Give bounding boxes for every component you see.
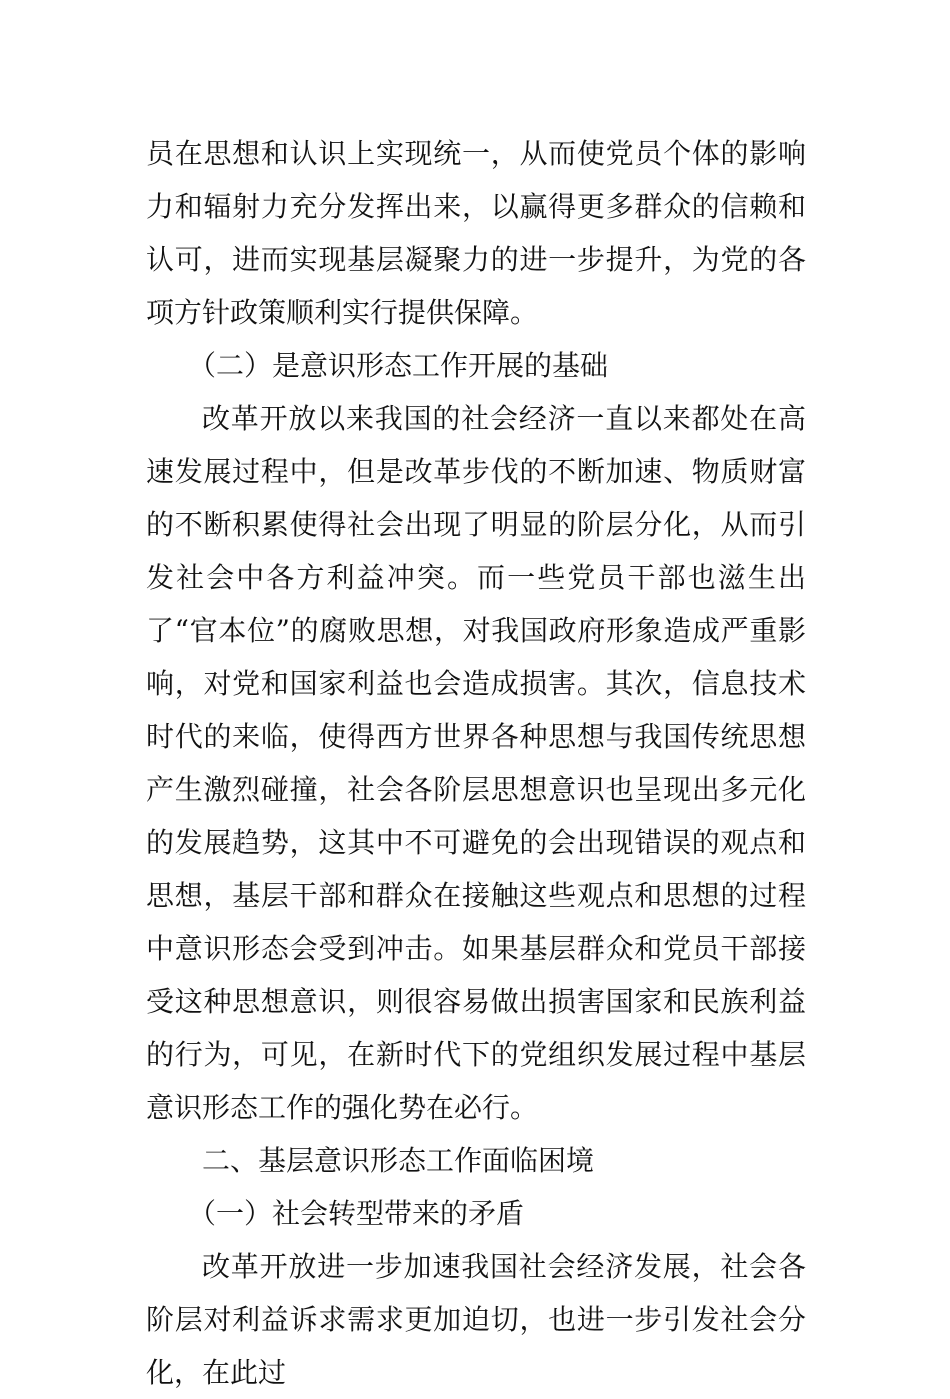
section-heading: 二、基层意识形态工作面临困境: [202, 1144, 595, 1177]
subheading-2: （二）是意识形态工作开展的基础: [188, 349, 609, 382]
paragraph-body: 改革开放以来我国的社会经济一直以来都处在高速发展过程中，但是改革步伐的不断加速、物质财富的不断积累使得社会出现了明显的阶层分化，从而引发社会中各方利益冲突。而一些党员干部也滋生出了“官本位”的腐败思想，对我国政府形象造成严重影响，对党和国家利益也会造成损害。其次，信息技术时代的来临，使得西方世界各种思想与我国传统思想产生激烈碰撞，社会各阶层思想意识也呈现出多元化的发展趋势，这其中不可避免的会出现错误的观点和思想，基层干部和群众在接触这些观点和思想的过程中意识形态会受到冲击。如果基层群众和党员干部接受这种思想意识，则很容易做出损害国家和民族利益的行为，可见，在新时代下的党组织发展过程中基层意识形态工作的强化势在必行。: [146, 402, 806, 1124]
paragraph-body-last: 改革开放进一步加速我国社会经济发展，社会各阶层对利益诉求需求更加迫切，也进一步引发社会分化，在此过: [146, 1250, 806, 1389]
paragraph-continuation: 员在思想和认识上实现统一，从而使党员个体的影响力和辐射力充分发挥出来，以赢得更多群众的信赖和认可，进而实现基层凝聚力的进一步提升，为党的各项方针政策顺利实行提供保障。: [146, 137, 806, 329]
subheading-1: （一）社会转型带来的矛盾: [188, 1197, 525, 1230]
document-body: [146, 127, 806, 1399]
